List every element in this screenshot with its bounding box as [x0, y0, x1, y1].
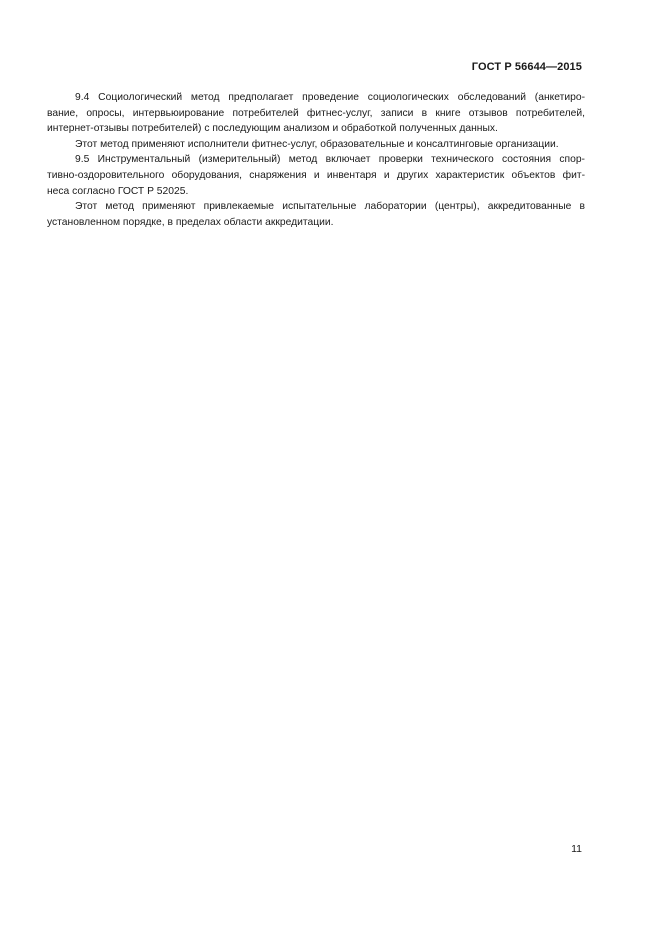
- paragraph-9-5-applicability-line-1: Этот метод применяют привлекаемые испытательные лаборатории (центры), аккредитованные в: [75, 201, 585, 213]
- paragraph-9-4-line-1: 9.4 Социологический метод предполагает проведение социологических обследований (анкетиро-: [75, 92, 585, 103]
- standard-code-header: ГОСТ Р 56644—2015: [471, 61, 582, 73]
- paragraph-9-5-applicability-line-2: установленном порядке, в пределах области аккредитации.: [47, 216, 334, 228]
- page-number: 11: [571, 843, 582, 855]
- paragraph-9-4-line-2: вание, опросы, интервьюирование потребителей фитнес-услуг, записи в книге отзывов потребителей,: [47, 107, 585, 119]
- paragraph-9-5-line-1: 9.5 Инструментальный (измерительный) метод включает проверки технического состояния спор-: [75, 154, 585, 166]
- paragraph-9-4-applicability: Этот метод применяют исполнители фитнес-услуг, образовательные и консалтинговые организации.: [75, 138, 559, 150]
- document-body: [47, 90, 585, 230]
- paragraph-9-5-line-3: неса согласно ГОСТ Р 52025.: [47, 185, 189, 197]
- paragraph-9-4-line-3: интернет-отзывы потребителей) с последующим анализом и обработкой полученных данных.: [47, 123, 498, 135]
- paragraph-9-5-line-2: тивно-оздоровительного оборудования, снаряжения и инвентаря и других характеристик объектов фит-: [47, 169, 585, 181]
